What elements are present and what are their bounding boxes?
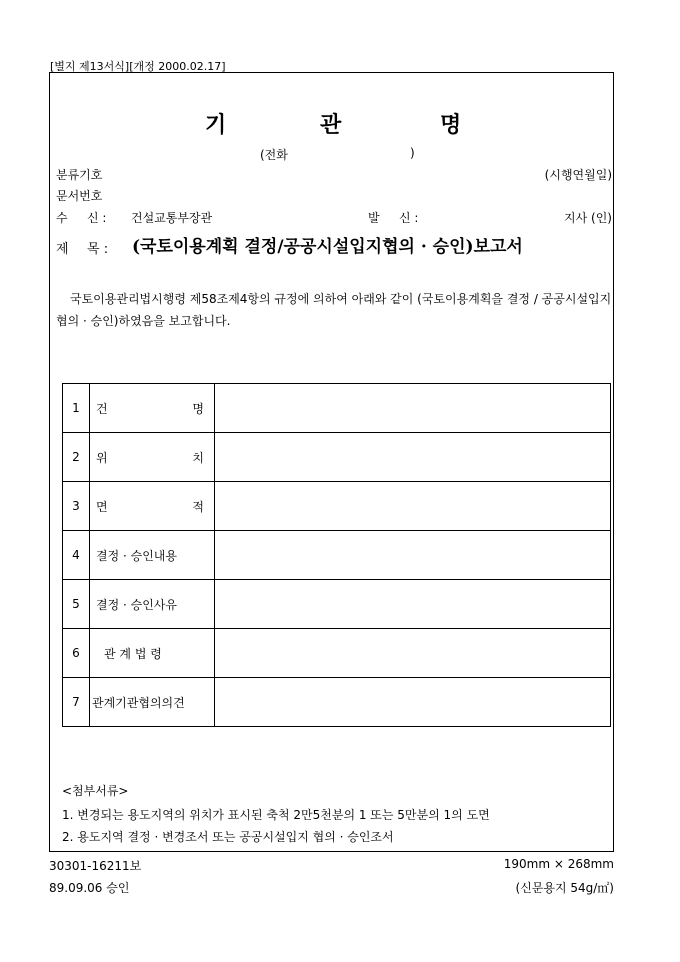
title-char-3: 명 [440, 112, 462, 138]
row-label: 관계기관협의의견 [90, 678, 215, 727]
effective-date-label: (시행연월일) [544, 168, 612, 182]
table-row [63, 482, 611, 531]
attachments-heading: <첨부서류> [62, 784, 129, 798]
row-label: 결정 · 승인사유 [90, 580, 215, 629]
row-number: 2 [63, 433, 90, 482]
row-value-cell[interactable] [215, 580, 611, 629]
row-value-cell[interactable] [215, 482, 611, 531]
row-number: 6 [63, 629, 90, 678]
phone-label: (전화 [260, 148, 288, 162]
row-label-part: 적 [192, 499, 204, 514]
row-label: 결정 · 승인내용 [90, 531, 215, 580]
row-label [90, 384, 215, 433]
row-number: 1 [63, 384, 90, 433]
recipient-label-1: 수 [56, 211, 68, 225]
phone-close: ) [410, 146, 415, 160]
recipient-value: 건설교통부장관 [131, 211, 213, 225]
title-char-2: 관 [320, 112, 342, 138]
sender-label-2: 신 : [399, 211, 419, 225]
row-label-part: 명 [192, 401, 204, 416]
row-value-cell[interactable] [215, 678, 611, 727]
attachment-item: 1. 변경되는 용도지역의 위치가 표시된 축척 2만5천분의 1 또는 5만분의 1의 도면 [62, 808, 490, 822]
classification-label: 분류기호 [56, 168, 103, 182]
recipient-label-2: 신 : [87, 211, 107, 225]
row-label: 관 계 법 령 [90, 629, 215, 678]
doc-number-label: 문서번호 [56, 189, 103, 203]
sender-label-1: 발 [368, 211, 380, 225]
table-row [63, 580, 611, 629]
row-label [90, 482, 215, 531]
body-text: 국토이용관리법시행령 제58조제4항의 규정에 의하여 아래와 같이 (국토이용계획을 결정 / 공공시설입지협의 · 승인)하였음을 보고합니다. [56, 292, 612, 328]
row-value-cell[interactable] [215, 531, 611, 580]
row-label-part: 면 [96, 499, 108, 514]
row-number: 4 [63, 531, 90, 580]
row-label-part: 위 [96, 450, 108, 465]
row-value-cell[interactable] [215, 433, 611, 482]
table-row [63, 629, 611, 678]
row-number: 5 [63, 580, 90, 629]
table-row [63, 384, 611, 433]
row-number: 7 [63, 678, 90, 727]
row-label-part: 건 [96, 401, 108, 416]
attachment-item: 2. 용도지역 결정 · 변경조서 또는 공공시설입지 협의 · 승인조서 [62, 830, 394, 844]
table-row [63, 678, 611, 727]
subject-text: (국토이용계획 결정/공공시설입지협의 · 승인)보고서 [132, 237, 523, 257]
table-row [63, 433, 611, 482]
row-label-part: 치 [192, 450, 204, 465]
row-number: 3 [63, 482, 90, 531]
title-char-1: 기 [205, 112, 227, 138]
footer-code: 30301-16211보 [49, 859, 142, 873]
footer-paper: (신문용지 54g/㎡) [515, 881, 614, 895]
row-value-cell[interactable] [215, 384, 611, 433]
row-label [90, 433, 215, 482]
form-code: [별지 제13서식][개정 2000.02.17] [50, 60, 226, 73]
footer-size: 190mm × 268mm [503, 857, 614, 871]
subject-label-1: 제 [56, 242, 69, 257]
items-table [62, 383, 611, 727]
table-row [63, 531, 611, 580]
row-value-cell[interactable] [215, 629, 611, 678]
sender-signature: 지사 (인) [564, 211, 612, 225]
footer-approval: 89.09.06 승인 [49, 881, 130, 895]
subject-label-2: 목 : [87, 242, 109, 257]
